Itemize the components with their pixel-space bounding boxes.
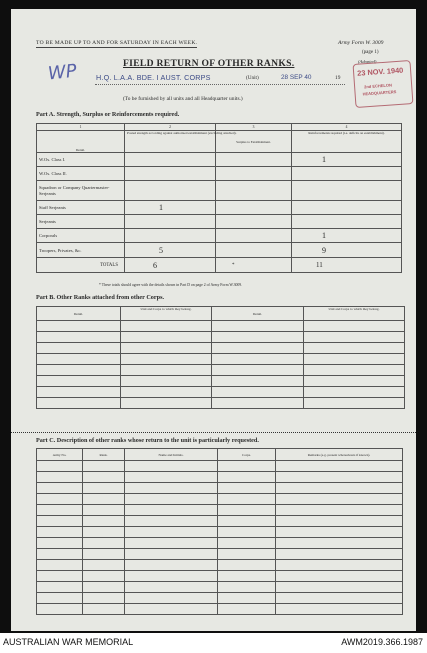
table-row [37,472,403,483]
stamp-line-1: 2nd ECHELON [363,82,393,90]
column-headers [37,449,403,461]
row-posted [125,215,216,229]
table-row [37,332,405,343]
stamp-line-2: HEADQUARTERS [362,89,397,97]
part-c-title: Part C. Description of other ranks whose return to the unit is particularly requested. [36,437,259,444]
table-row [37,604,403,615]
part-b-table [36,306,405,409]
table-row [37,321,405,332]
stamp-date: 23 NOV. 1940 [356,65,404,78]
table-row [37,343,405,354]
row-detail: Troopers, Privates, &c. [37,243,125,258]
year-prefix: 19 [335,75,341,81]
col-header-detail: Detail. [37,131,125,153]
table-row [37,215,402,229]
row-surplus [216,243,292,258]
row-reinforcements: 1 [292,153,402,167]
part-a-table [36,123,402,273]
footer-accession-number: AWM2019.366.1987 [341,637,423,647]
col-header-remarks: Remarks (e.g. present whereabouts if known). [276,449,403,461]
table-row [37,505,403,516]
row-reinforcements: 9 [292,243,402,258]
footer-bar [0,633,427,653]
row-surplus [216,215,292,229]
row-posted: 5 [125,243,216,258]
row-reinforcements [292,181,402,201]
form-page [11,9,416,631]
col-header-detail: Detail. [37,307,121,321]
col-number: 4 [292,124,402,131]
unit-underline [95,84,345,85]
row-posted [125,153,216,167]
table-row [37,229,402,243]
table-row [37,153,402,167]
column-headers [37,131,402,153]
col-header-army-no: Army No. [37,449,83,461]
unit-name: H.Q. L.A.A. BDE. I AUST. CORPS [96,73,211,82]
totals-posted: 6 [125,258,216,273]
table-row [37,201,402,215]
table-row [37,354,405,365]
table-row [37,593,403,604]
col-number: 1 [37,124,125,131]
part-c-table [36,448,403,615]
furnish-note: (To be furnished by all units and all Headquarter units.) [123,96,243,102]
table-row [37,376,405,387]
return-date: 28 SEP 40 [281,74,312,81]
table-row [37,582,403,593]
row-surplus [216,153,292,167]
table-row [37,571,403,582]
row-detail: Corporals [37,229,125,243]
totals-surplus: * [216,258,292,273]
table-row [37,398,405,409]
table-row [37,549,403,560]
unit-label: (Unit) [246,75,259,81]
row-posted: 1 [125,201,216,215]
totals-row [37,258,402,273]
table-row [37,365,405,376]
part-a-title: Part A. Strength, Surplus or Reinforcements required. [36,111,180,118]
footer-source: AUSTRALIAN WAR MEMORIAL [3,637,134,647]
col-header-reinforcements: Reinforcements required (i.e. deficits on establishment). [292,131,402,153]
table-row [37,560,403,571]
row-posted [125,181,216,201]
col-number: 3 [216,124,292,131]
row-surplus [216,229,292,243]
perforation-line [11,432,416,433]
totals-footnote: * These totals should agree with the details shown in Part D on page 2 of Army Form W.3009. [99,283,243,287]
table-row [37,527,403,538]
column-numbers [37,124,402,131]
table-row [37,181,402,201]
handwritten-initials: WP [46,60,78,85]
received-stamp [353,60,414,108]
row-detail: Serjeants [37,215,125,229]
col-header-unit-corps: Unit and Corps to which they belong. [304,307,405,321]
form-number: Army Form W. 3009 [338,40,384,46]
part-b-title: Part B. Other Ranks attached from other Corps. [36,294,165,301]
row-detail: Staff Serjeants [37,201,125,215]
row-detail: Squadron or Company Quartermaster-Serjeants [37,181,125,201]
top-instruction: TO BE MADE UP TO AND FOR SATURDAY IN EACH WEEK. [36,40,198,46]
table-row [37,167,402,181]
table-row [37,516,403,527]
row-surplus [216,201,292,215]
col-header-unit-corps: Unit and Corps to which they belong. [121,307,212,321]
table-row [37,494,403,505]
col-header-surplus: Surplus to Establishment. [216,131,292,153]
row-surplus [216,167,292,181]
row-reinforcements [292,167,402,181]
row-posted [125,229,216,243]
col-number: 2 [125,124,216,131]
table-row [37,538,403,549]
col-header-posted: Posted strength according against authorised establishment (excluding attached). [125,131,216,153]
table-row [37,483,403,494]
col-header-rank: Rank. [83,449,125,461]
column-headers [37,307,405,321]
col-header-detail: Detail. [212,307,304,321]
row-detail: W.Os. Class I. [37,153,125,167]
row-reinforcements: 1 [292,229,402,243]
row-reinforcements [292,201,402,215]
page-number: (page 1) [362,50,379,55]
row-reinforcements [292,215,402,229]
col-header-name: Name and Initials. [125,449,218,461]
adopted-note: (Adopted) [358,59,377,64]
row-surplus [216,181,292,201]
row-posted [125,167,216,181]
table-row [37,461,403,472]
row-detail: W.Os. Class II. [37,167,125,181]
totals-reinforcements: 11 [292,258,402,273]
col-header-corps: Corps. [218,449,276,461]
table-row [37,243,402,258]
form-title: FIELD RETURN OF OTHER RANKS. [123,58,295,69]
table-row [37,387,405,398]
totals-label: TOTALS [37,258,125,273]
